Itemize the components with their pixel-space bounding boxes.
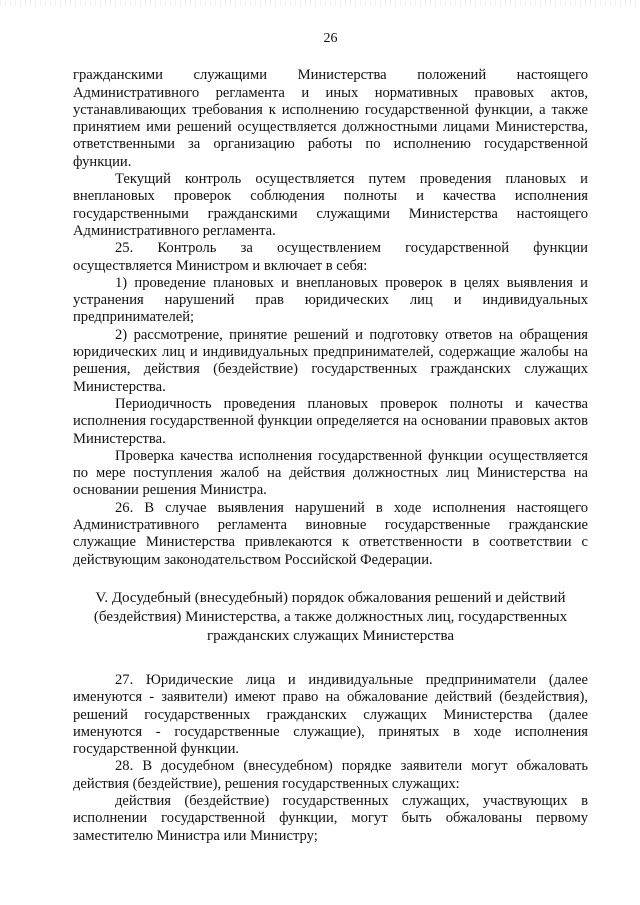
paragraph: действия (бездействие) государственных служащих, участвующих в исполнении государственной функции, могут быть обжалованы первому заместителю Министра или Министру; (73, 792, 588, 844)
paragraph: 26. В случае выявления нарушений в ходе исполнения настоящего Административного регламента виновные государственные гражданские служащие Министерства привлекаются к ответственности в соответствии с действующим законодательством Российской Федерации. (73, 499, 588, 568)
section-heading-line: (бездействия) Министерства, а также должностных лиц, государственных (93, 608, 568, 625)
paragraph: Текущий контроль осуществляется путем проведения плановых и внеплановых проверок соблюдения полноты и качества исполнения государственными гражданскими служащими Министерства настоящего Административного регламента. (73, 171, 588, 239)
document-page (73, 30, 588, 845)
paragraphs-before-section (73, 67, 588, 569)
section-heading-line: V. Досудебный (внесудебный) порядок обжалования решений и действий (95, 589, 566, 606)
paragraph: 25. Контроль за осуществлением государственной функции осуществляется Министром и включает в себя: (73, 240, 588, 274)
paragraph: Периодичность проведения плановых проверок полноты и качества исполнения государственной функции определяется на основании правовых актов Министерства. (73, 395, 588, 447)
paragraph: 28. В досудебном (внесудебном) порядке заявители могут обжаловать действия (бездействие), решения государственных служащих: (73, 758, 588, 792)
section-heading (73, 589, 588, 646)
section-heading-line: гражданских служащих Министерства (206, 627, 455, 644)
paragraph: 1) проведение плановых и внеплановых проверок в целях выявления и устранения нарушений прав юридических лиц и индивидуальных предпринимателей; (73, 274, 588, 326)
scan-edge-artifact (0, 0, 640, 6)
paragraph: 27. Юридические лица и индивидуальные предприниматели (далее именуются - заявители) имеют право на обжалование действий (бездействия), решений государственных гражданских служащих Министерства (далее именуются - государственные служащие), принятых в ходе исполнения государственной функции. (73, 671, 588, 758)
paragraph: Проверка качества исполнения государственной функции осуществляется по мере поступления жалоб на действия должностных лиц Министерства на основании решения Министра. (73, 447, 588, 499)
page-number: 26 (323, 31, 338, 46)
paragraphs-after-section (73, 672, 588, 845)
paragraph: гражданскими служащими Министерства положений настоящего Административного регламента и иных нормативных правовых актов, устанавливающих требования к исполнению государственной функции, а также принятием ими решений осуществляется должностными лицами Министерства, ответственными за организацию работы по исполнению государственной функции. (73, 67, 588, 170)
paragraph: 2) рассмотрение, принятие решений и подготовку ответов на обращения юридических лиц и индивидуальных предпринимателей, содержащие жалобы на решения, действия (бездействие) государственных гражданских служащих Министерства. (73, 326, 588, 395)
